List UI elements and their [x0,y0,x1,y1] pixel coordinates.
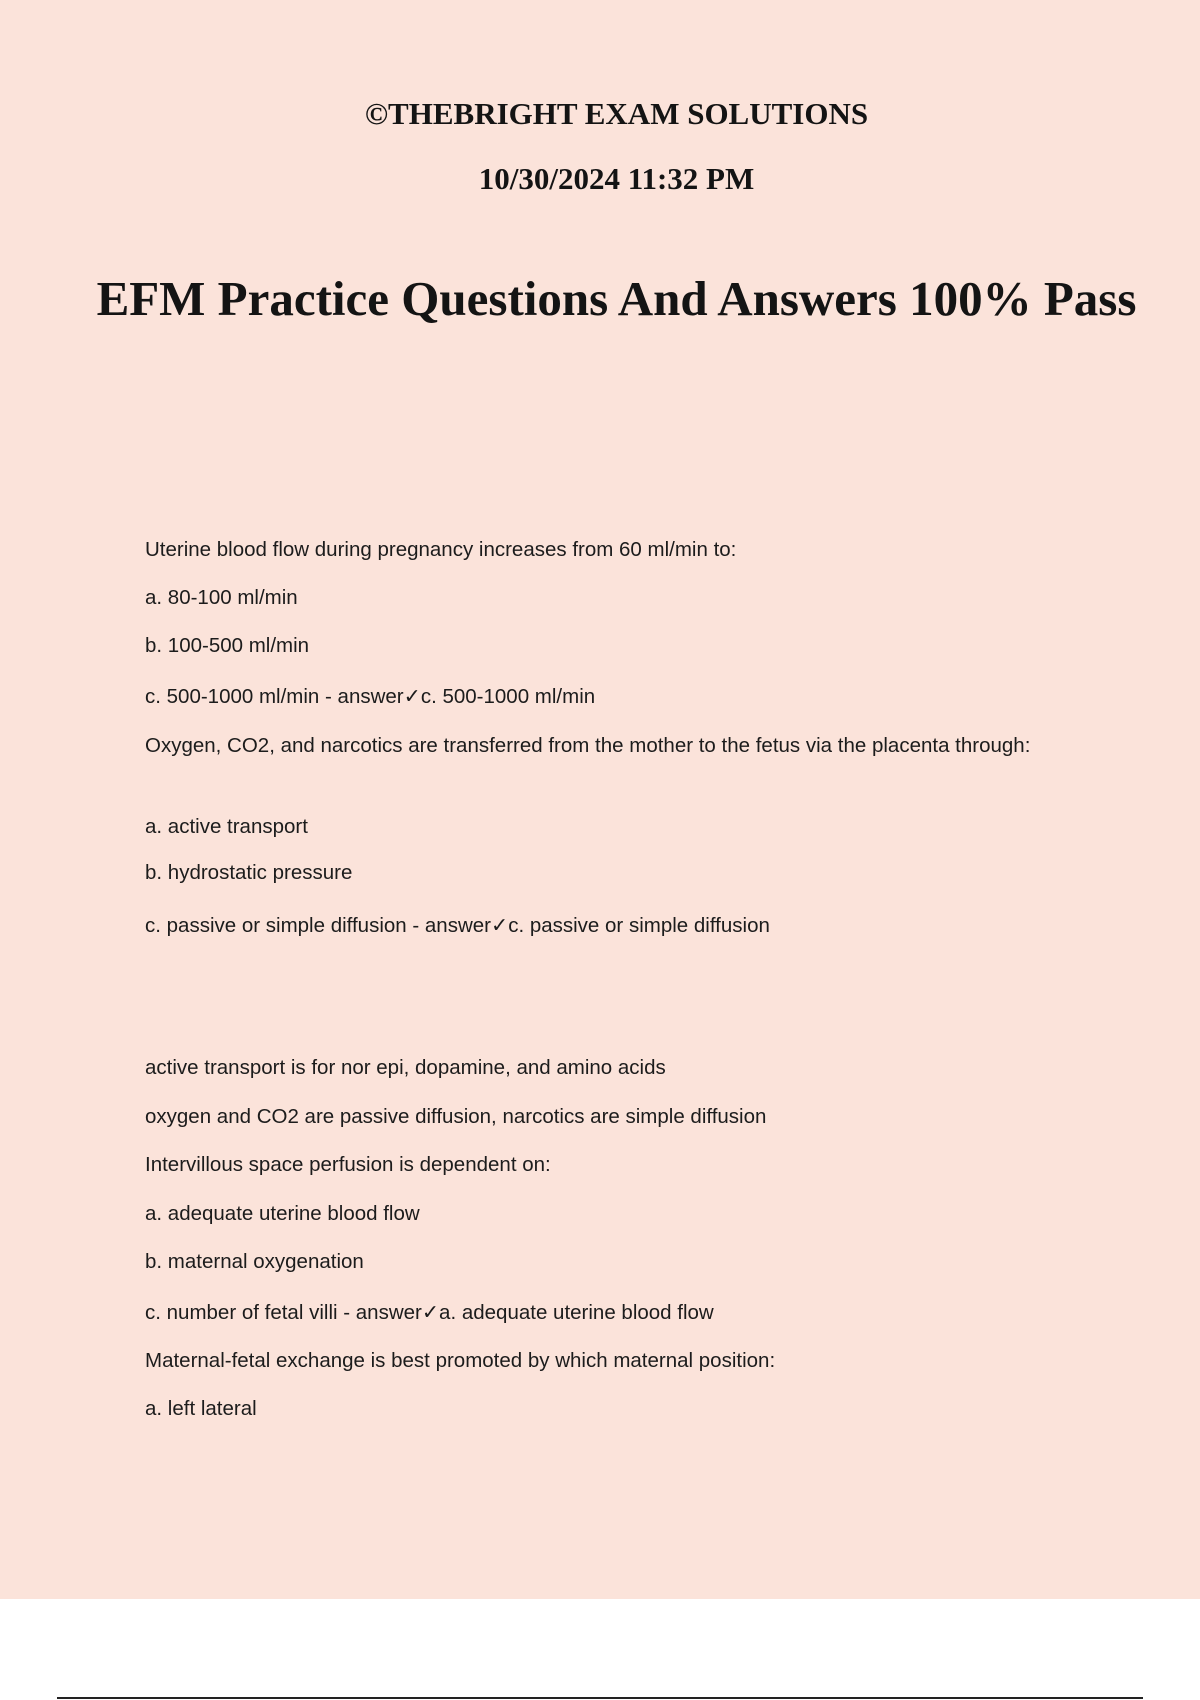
answer-option-text: c. number of fetal villi - answer [145,1301,422,1324]
answer-option: a. active transport [145,815,308,838]
answer-option-with-key [145,1296,1045,1329]
correct-answer: c. 500-1000 ml/min [420,685,596,708]
check-icon: ✓ [421,1300,440,1324]
answer-option: b. maternal oxygenation [145,1250,364,1273]
question-text: Maternal-fetal exchange is best promoted by which maternal position: [145,1349,776,1372]
answer-option-text: c. 500-1000 ml/min - answer [145,685,404,708]
answer-option: a. adequate uterine blood flow [145,1202,420,1225]
check-icon: ✓ [491,913,509,937]
check-icon: ✓ [403,684,421,708]
answer-option-with-key [145,680,1045,713]
document-title: EFM Practice Questions And Answers 100% Pass [96,271,1137,326]
explanation-note: active transport is for nor epi, dopamine, and amino acids [145,1056,666,1079]
question-text: Intervillous space perfusion is dependent on: [145,1153,551,1176]
correct-answer: c. passive or simple diffusion [508,914,770,937]
copyright-header: ©THEBRIGHT EXAM SOLUTIONS [364,96,869,131]
answer-option-with-key [145,909,1045,942]
answer-option: b. hydrostatic pressure [145,861,353,884]
question-text: Oxygen, CO2, and narcotics are transferred from the mother to the fetus via the placenta through: [145,734,1031,757]
question-text: Uterine blood flow during pregnancy increases from 60 ml/min to: [145,538,737,561]
answer-option: a. 80-100 ml/min [145,586,298,609]
timestamp-header: 10/30/2024 11:32 PM [478,161,755,196]
correct-answer: a. adequate uterine blood flow [439,1301,714,1324]
explanation-note: oxygen and CO2 are passive diffusion, narcotics are simple diffusion [145,1105,767,1128]
footer-divider [57,1697,1143,1699]
answer-option: b. 100-500 ml/min [145,634,310,657]
answer-option: a. left lateral [145,1397,257,1420]
answer-option-text: c. passive or simple diffusion - answer [145,914,491,937]
